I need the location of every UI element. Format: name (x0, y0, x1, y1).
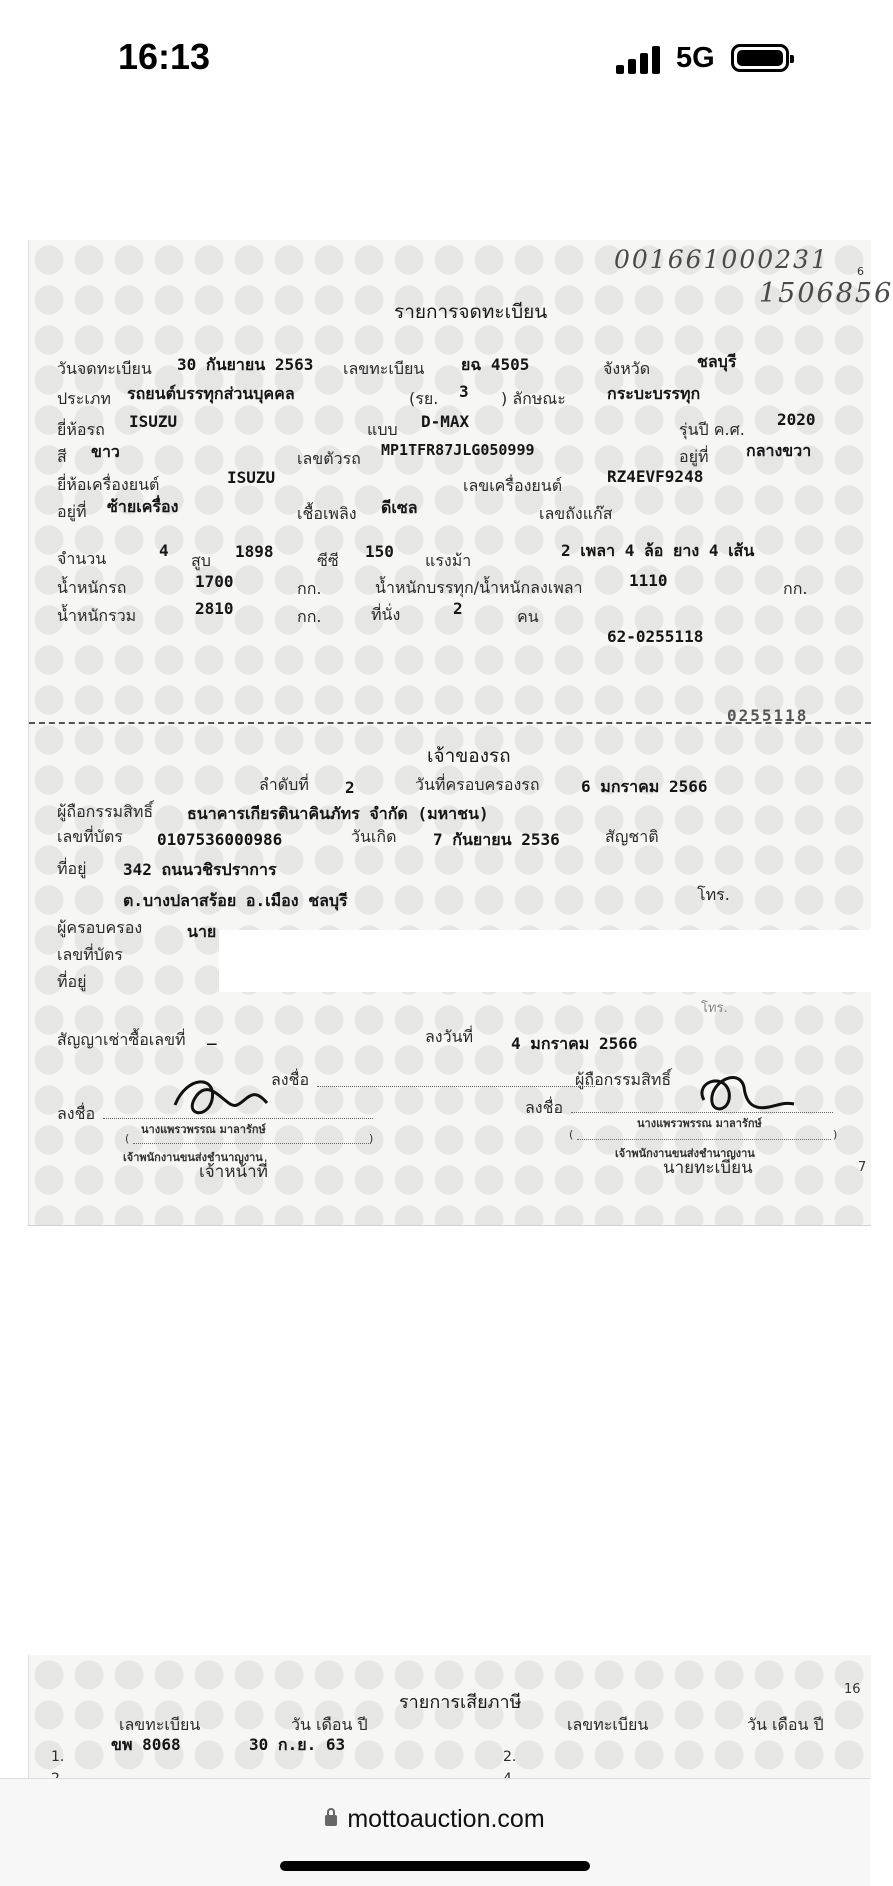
network-type: 5G (676, 42, 715, 74)
label-tel: โทร. (697, 885, 730, 904)
label-tel2: โทร. (701, 1001, 728, 1016)
registrar-role: เจ้าพนักงานขนส่งชำนาญงาน (615, 1147, 755, 1160)
url-display[interactable] (0, 1805, 870, 1834)
row-1-date: 30 ก.ย. 63 (249, 1735, 346, 1754)
browser-address-bar[interactable] (0, 1778, 870, 1886)
page-mark-right: 7 (858, 1160, 867, 1175)
label-seats: ที่นั่ง (371, 605, 401, 624)
sign-line-mid (317, 1086, 595, 1087)
label-nationality: สัญชาติ (605, 827, 659, 846)
label-color: สี (57, 447, 67, 466)
handwritten-reference: 001661000231 (614, 245, 829, 274)
handwritten-side-number: 1506856 (759, 278, 893, 309)
col-date-2: วัน เดือน ปี (747, 1715, 824, 1734)
status-bar (0, 0, 870, 120)
col-plate: เลขทะเบียน (119, 1715, 201, 1734)
label-kg2: กก. (783, 579, 808, 598)
label-weight: น้ำหนักรถ (57, 578, 127, 597)
value-possess-date: 6 มกราคม 2566 (581, 777, 708, 796)
label-kg: กก. (297, 579, 322, 598)
label-gross: น้ำหนักรวม (57, 606, 137, 625)
label-address2: ที่อยู่ (57, 972, 87, 991)
label-owner: ผู้ถือกรรมสิทธิ์ (57, 802, 154, 821)
col-date: วัน เดือน ปี (291, 1715, 368, 1734)
value-seats: 2 (453, 599, 463, 618)
label-possess-date: วันที่ครอบครองรถ (415, 775, 540, 794)
home-indicator[interactable] (280, 1861, 590, 1871)
value-character: กระบะบรรทุก (607, 384, 701, 403)
signature-left-icon (167, 1065, 297, 1125)
label-cyl: สูบ (191, 551, 211, 570)
label-brand: ยี่ห้อรถ (57, 420, 105, 439)
label-order: ลำดับที่ (259, 775, 309, 794)
registrar-paren-open: ( (569, 1128, 574, 1141)
officer-paren-open: ( (125, 1132, 130, 1145)
label-model: แบบ (367, 420, 398, 439)
value-engine-brand: ISUZU (227, 468, 276, 487)
battery-icon (731, 44, 789, 72)
label-engine-pos: อยู่ที่ (57, 502, 87, 521)
label-gas-tank: เลขถังแก๊ส (539, 504, 613, 523)
registrar-name: นางแพรวพรรณ มาลารักษ์ (637, 1117, 762, 1130)
row-r1-num: 2. (503, 1749, 517, 1765)
label-persons: คน (517, 607, 539, 626)
value-doc-no: 62-0255118 (607, 627, 704, 646)
label-ros-open: (รย. (409, 389, 439, 408)
value-address-line1: 342 ถนนวชิรปราการ (123, 860, 277, 879)
label-chassis: เลขตัวรถ (297, 449, 361, 468)
label-possessor: ผู้ครอบครอง (57, 918, 143, 937)
value-gross: 2810 (195, 599, 234, 618)
value-fuel: ดีเซล (381, 498, 418, 517)
label-cc: ซีซี (317, 551, 339, 570)
redaction-area (219, 930, 871, 992)
label-year: รุ่นปี ค.ศ. (679, 420, 745, 439)
perforation-number: 0255118 (727, 706, 809, 725)
value-year: 2020 (777, 410, 816, 429)
label-sign-left: ลงชื่อ (57, 1104, 96, 1123)
status-time: 16:13 (118, 36, 211, 77)
value-color: ขาว (91, 442, 120, 461)
value-reg-date: 30 กันยายน 2563 (177, 355, 314, 374)
page-mark-top: 6 (857, 265, 864, 278)
col-plate-2: เลขทะเบียน (567, 1715, 649, 1734)
label-sign-right: ลงชื่อ (525, 1098, 564, 1117)
label-type: ประเภท (57, 389, 111, 408)
cellular-signal-icon (616, 46, 662, 74)
officer-name: นางแพรวพรรณ มาลารักษ์ (141, 1123, 266, 1136)
officer-role: เจ้าพนักงานขนส่งชำนาญงาน (123, 1151, 263, 1164)
label-engine-no: เลขเครื่องยนต์ (463, 476, 563, 495)
registrar-paren-close: ) (833, 1128, 838, 1141)
lock-icon (325, 1815, 337, 1826)
label-count: จำนวน (57, 549, 107, 568)
value-owner: ธนาคารเกียรตินาคินภัทร จำกัด (มหาชน) (187, 804, 489, 823)
value-possessor: นาย (187, 922, 217, 941)
tax-title: รายการเสียภาษี (399, 1692, 522, 1713)
label-sign-mid: ลงชื่อ (271, 1070, 310, 1089)
row-1-num: 1. (51, 1749, 65, 1765)
value-id-no: 0107536000986 (157, 830, 283, 849)
value-engine-no: RZ4EVF9248 (607, 467, 704, 486)
value-birth: 7 กันยายน 2536 (433, 830, 560, 849)
label-fuel: เชื้อเพลิง (297, 504, 357, 523)
label-engine-brand: ยี่ห้อเครื่องยนต์ (57, 475, 160, 494)
registrar-line (577, 1139, 831, 1140)
value-order: 2 (345, 778, 355, 797)
officer-title: เจ้าหน้าที่ (199, 1162, 268, 1182)
value-ros: 3 (459, 382, 469, 401)
officer-paren-close: ) (369, 1132, 374, 1145)
value-plate: ยฉ 4505 (461, 355, 530, 374)
label-address: ที่อยู่ (57, 859, 87, 878)
value-contract: _ (207, 1026, 217, 1045)
registrar-title: นายทะเบียน (663, 1158, 753, 1178)
registration-document-page (28, 240, 893, 1226)
value-signed-date: 4 มกราคม 2566 (511, 1034, 638, 1053)
value-engine-pos: ซ้ายเครื่อง (107, 497, 179, 516)
label-chassis-pos: อยู่ที่ (679, 447, 709, 466)
label-character: ) ลักษณะ (501, 389, 566, 408)
label-birth: วันเกิด (351, 827, 397, 846)
label-id-no: เลขที่บัตร (57, 827, 123, 846)
value-address-line2: ต.บางปลาสร้อย อ.เมือง ชลบุรี (123, 891, 348, 910)
label-plate: เลขทะเบียน (343, 359, 425, 378)
value-load: 1110 (629, 571, 668, 590)
value-axles: 2 เพลา 4 ล้อ ยาง 4 เส้น (561, 541, 755, 560)
value-province: ชลบุรี (697, 352, 737, 371)
tax-document-page (28, 1655, 871, 1780)
value-brand: ISUZU (129, 412, 178, 431)
value-cc: 1898 (235, 542, 274, 561)
row-1-plate: ขพ 8068 (111, 1735, 181, 1754)
label-signed-date: ลงวันที่ (425, 1027, 474, 1046)
value-model: D-MAX (421, 412, 470, 431)
label-kg3: กก. (297, 607, 322, 626)
label-load: น้ำหนักบรรทุก/น้ำหนักลงเพลา (375, 578, 583, 597)
label-province: จังหวัด (603, 359, 651, 378)
officer-line (133, 1143, 371, 1144)
value-weight: 1700 (195, 572, 234, 591)
registration-title: รายการจดทะเบียน (394, 301, 548, 323)
owner-title: เจ้าของรถ (427, 745, 511, 767)
label-reg-date: วันจดทะเบียน (57, 359, 152, 378)
label-id-no2: เลขที่บัตร (57, 945, 123, 964)
signature-right-icon (684, 1062, 814, 1122)
page-mark-16: 16 (844, 1682, 861, 1697)
label-hp: แรงม้า (425, 551, 472, 570)
value-chassis-pos: กลางขวา (746, 441, 812, 460)
label-owner-sign: ผู้ถือกรรมสิทธิ์ (575, 1070, 672, 1089)
value-count: 4 (159, 541, 169, 560)
value-type: รถยนต์บรรทุกส่วนบุคคล (127, 384, 295, 403)
value-hp: 150 (365, 542, 394, 561)
url-text: mottoauction.com (347, 1805, 545, 1833)
label-contract: สัญญาเช่าซื้อเลขที่ (57, 1030, 186, 1049)
value-chassis: MP1TFR87JLG050999 (381, 441, 535, 459)
